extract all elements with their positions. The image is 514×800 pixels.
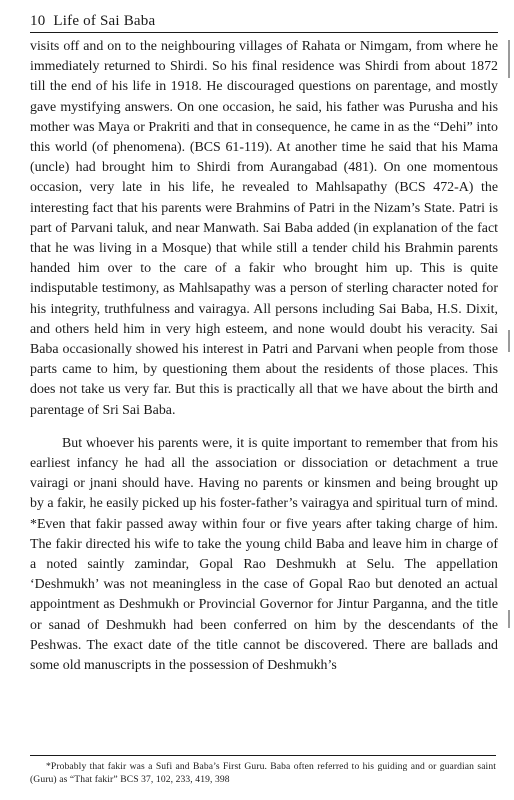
body-text (30, 37, 498, 676)
running-title: Life of Sai Baba (53, 13, 156, 29)
footnote-rule (30, 755, 496, 756)
paragraph: visits off and on to the neighbouring villages of Rahata or Nimgam, from where he immediately returned to Shirdi. So his final residence was Shirdi from about 1872 till the end of his life in 1918. He discouraged questions on parentage, and mostly gave mystifying answers. On one occasion, he said, his father was Purusha and his mother was Maya or Prakriti and that in consequence, he came in as the “Dehi” into this world (of phenomena). (BCS 61-119). At another time he said that his Mama (uncle) had brought him to Shirdi from Aurangabad (481). On one momentous occasion, very late in his life, he revealed to Mahlsapathy (BCS 472-A) the interesting fact that his parents were Brahmins of Patri in the Nizam’s State. Patri is part of Parvani taluk, and near Manwath. Sai Baba added (in explanation of the fact that he was living in a Mosque) that while still a tender child his Brahmin parents handed him over to the care of a fakir who brought him up. This is quite indisputable testimony, as Mahlsapathy was a person of sterling character noted for his integrity, truthfulness and vairagya. All persons including Sai Baba, H.S. Dixit, and others held him in very high esteem, and none would doubt his veracity. Sai Baba occasionally showed his interest in Patri and Parvani when people from those parts came to him, by questioning them about the residents of those places. This does not take us very far. But this is practically all that we have about the birth and parentage of Sri Sai Baba. (30, 39, 498, 418)
page-edge-mark (508, 40, 510, 78)
book-page (30, 12, 498, 676)
page-edge-mark (508, 610, 510, 628)
footnote: *Probably that fakir was a Sufi and Baba’s First Guru. Baba often referred to his guiding and or guardian saint (Guru) as “That fakir” BCS 37, 102, 233, 419, 398 (30, 761, 496, 785)
paragraph: But whoever his parents were, it is quite important to remember that from his earliest infancy he had all the association or dissociation or detachment a true vairagi or jnani should have. Having no parents or kinsmen and being brought up by a fakir, he easily picked up his foster-father’s vairagya and spiritual turn of mind. *Even that fakir passed away within four or five years after taking charge of him. The fakir directed his wife to take the young child Baba and leave him in charge of a noted saintly zamindar, Gopal Rao Deshmukh at Selu. The appellation ‘Deshmukh’ was not meaningless in the case of Gopal Rao but denoted an actual appointment as Deshmukh or Provincial Governor for Jintur Parganna, and the title or sanad of Deshmukh had been conferred on him by the descendants of the Peshwas. The exact date of the title cannot be discovered. There are ballads and some old manuscripts in the possession of Deshmukh’s (30, 435, 498, 674)
running-head (30, 12, 498, 33)
page-edge-mark (508, 330, 510, 352)
page-number: 10 (30, 13, 46, 29)
